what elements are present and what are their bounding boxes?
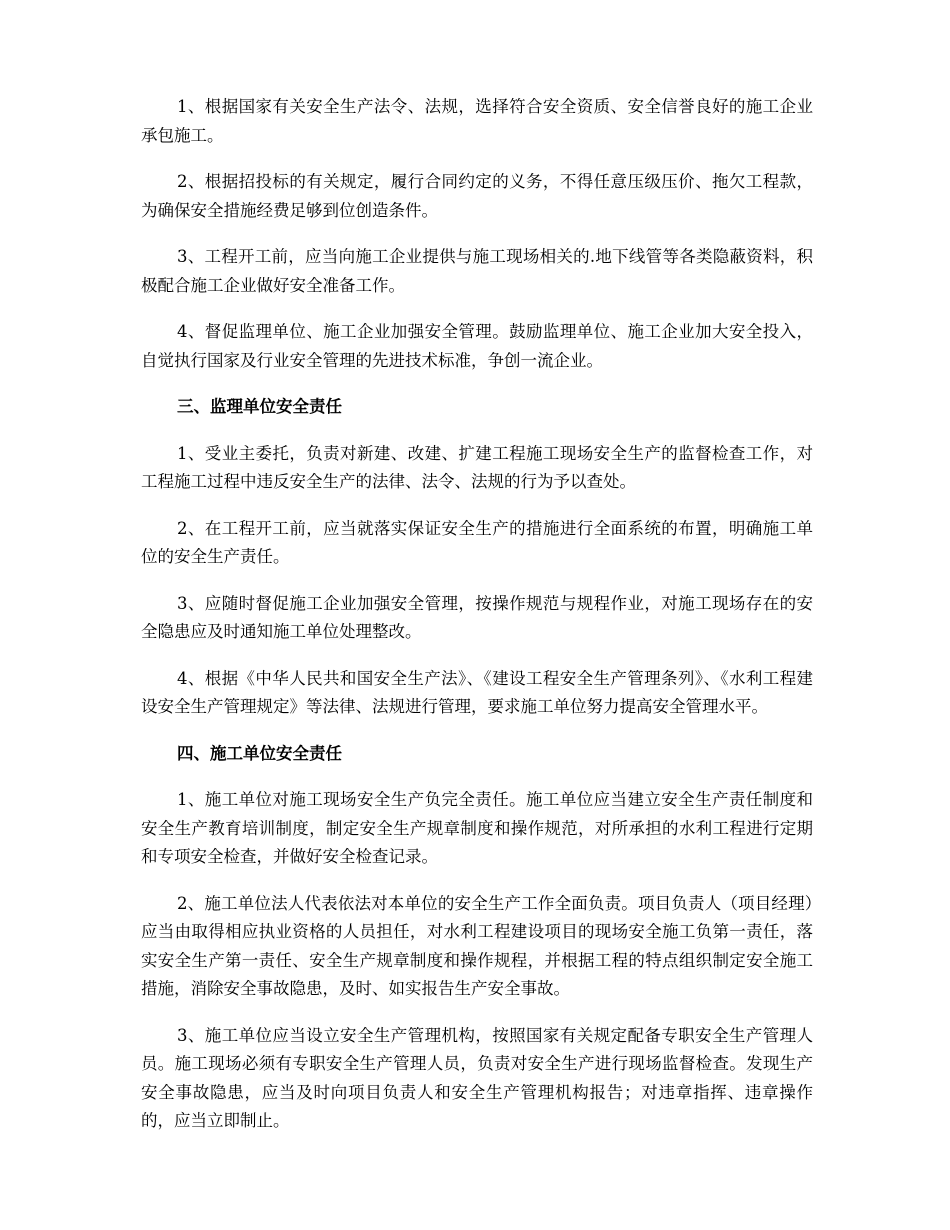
supervisor-item-1: 1、受业主委托，负责对新建、改建、扩建工程施工现场安全生产的监督检查工作，对工程施工过程中违反安全生产的法律、法令、法规的行为予以查处。	[141, 443, 813, 491]
supervisor-heading: 三、监理单位安全责任	[177, 397, 342, 416]
contractor-item-1: 1、施工单位对施工现场安全生产负完全责任。施工单位应当建立安全生产责任制度和安全生产教育培训制度，制定安全生产规章制度和操作规范，对所承担的水利工程进行定期和专项安全检查，并做好安全检查记录。	[141, 790, 813, 866]
supervisor-item-2: 2、在工程开工前，应当就落实保证安全生产的措施进行全面系统的布置，明确施工单位的安全生产责任。	[141, 518, 813, 566]
owner-item-4: 4、督促监理单位、施工企业加强安全管理。鼓励监理单位、施工企业加大安全投入，自觉执行国家及行业安全管理的先进技术标准，争创一流企业。	[141, 322, 813, 370]
supervisor-item-4: 4、根据《中华人民共和国安全生产法》、《建设工程安全生产管理条列》、《水利工程建设安全生产管理规定》等法律、法规进行管理，要求施工单位努力提高安全管理水平。	[141, 668, 813, 716]
contractor-item-2: 2、施工单位法人代表依法对本单位的安全生产工作全面负责。项目负责人（项目经理）应当由取得相应执业资格的人员担任，对水利工程建设项目的现场安全施工负第一责任，落实安全生产第一责任、安全生产规章制度和操作规程，并根据工程的特点组织制定安全施工措施，消除安全事故隐患，及时、如实报告生产安全事故。	[141, 893, 813, 998]
contractor-item-3: 3、施工单位应当设立安全生产管理机构，按照国家有关规定配备专职安全生产管理人员。施工现场必须有专职安全生产管理人员，负责对安全生产进行现场监督检查。发现生产 安全事故隐患，应当及时向项目负责人和安全生产管理机构报告；对违章指挥、违章操作的，应当立即制止。	[141, 1025, 813, 1130]
owner-item-1: 1、根据国家有关安全生产法令、法规，选择符合安全资质、安全信誉良好的施工企业承包施工。	[141, 97, 813, 145]
contractor-heading: 四、施工单位安全责任	[177, 743, 342, 763]
supervisor-item-3: 3、应随时督促施工企业加强安全管理，按操作规范与规程作业，对施工现场存在的安全隐患应及时通知施工单位处理整改。	[141, 593, 813, 641]
document-page	[141, 93, 813, 1154]
owner-item-3: 3、工程开工前，应当向施工企业提供与施工现场相关的.地下线管等各类隐蔽资料，积极配合施工企业做好安全准备工作。	[141, 247, 813, 295]
owner-item-2: 2、根据招投标的有关规定，履行合同约定的义务，不得任意压级压价、拖欠工程款，为确保安全措施经费足够到位创造条件。	[141, 172, 813, 220]
